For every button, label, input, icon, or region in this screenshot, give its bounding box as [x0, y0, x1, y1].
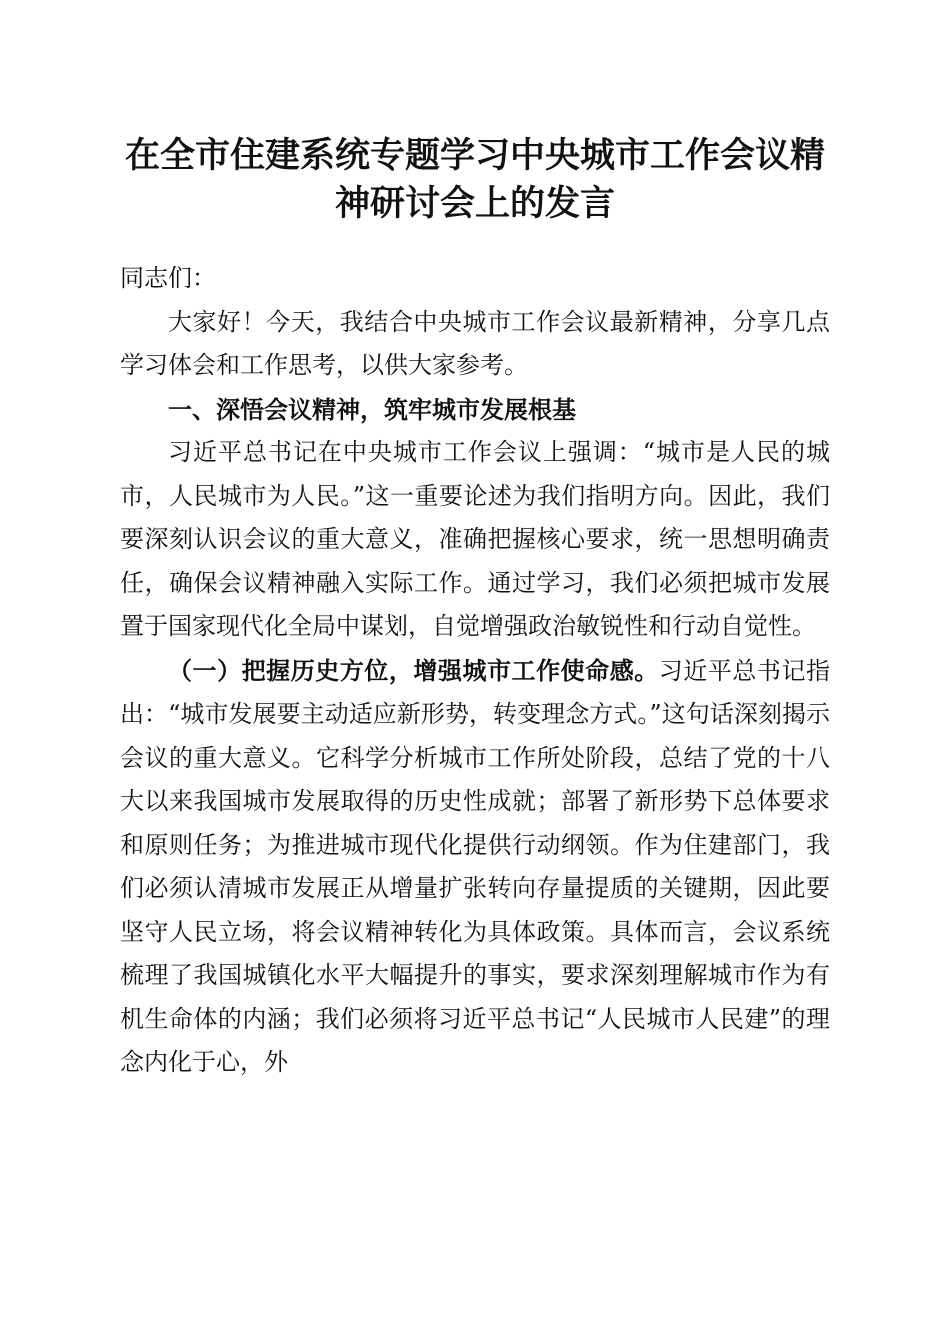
- document-body: [120, 257, 830, 1085]
- intro-paragraph: 大家好！今天，我结合中央城市工作会议最新精神，分享几点学习体会和工作思考，以供大家参考。: [120, 307, 830, 379]
- title-line-2: 神研讨会上的发言: [334, 183, 615, 224]
- subsection-1-paragraph: [120, 649, 830, 1085]
- title-line-1: 在全市住建系统专题学习中央城市工作会议精: [124, 135, 825, 176]
- document-title: [110, 132, 840, 228]
- subsection-1-lead: （一）把握历史方位，增强城市工作使命感。: [168, 655, 659, 685]
- section-1-heading: 一、深悟会议精神，筑牢城市发展根基: [168, 394, 576, 424]
- subsection-1-text: 习近平总书记指出：“城市发展要主动适应新形势，转变理念方式。”这句话深刻揭示会议的重大意义。它科学分析城市工作所处阶段，总结了党的十八大以来我国城市发展取得的历史性成就；部署了新形势下总体要求和原则任务；为推进城市现代化提供行动纲领。作为住建部门，我们必须认清城市发展正从增量扩张转向存量提质的关键期，因此要坚守人民立场，将会议精神转化为具体政策。具体而言，会议系统梳理了我国城镇化水平大幅提升的事实，要求深刻理解城市作为有机生命体的内涵；我们必须将习近平总书记“人民城市人民建”的理念内化于心，外: [120, 656, 831, 1076]
- salutation: 同志们：: [120, 264, 216, 292]
- section-1-paragraph: 习近平总书记在中央城市工作会议上强调：“城市是人民的城市，人民城市为人民。”这一重要论述为我们指明方向。因此，我们要深刻认识会议的重大意义，准确把握核心要求，统一思想明确责任，确保会议精神融入实际工作。通过学习，我们必须把城市发展置于国家现代化全局中谋划，自觉增强政治敏锐性和行动自觉性。: [120, 438, 830, 640]
